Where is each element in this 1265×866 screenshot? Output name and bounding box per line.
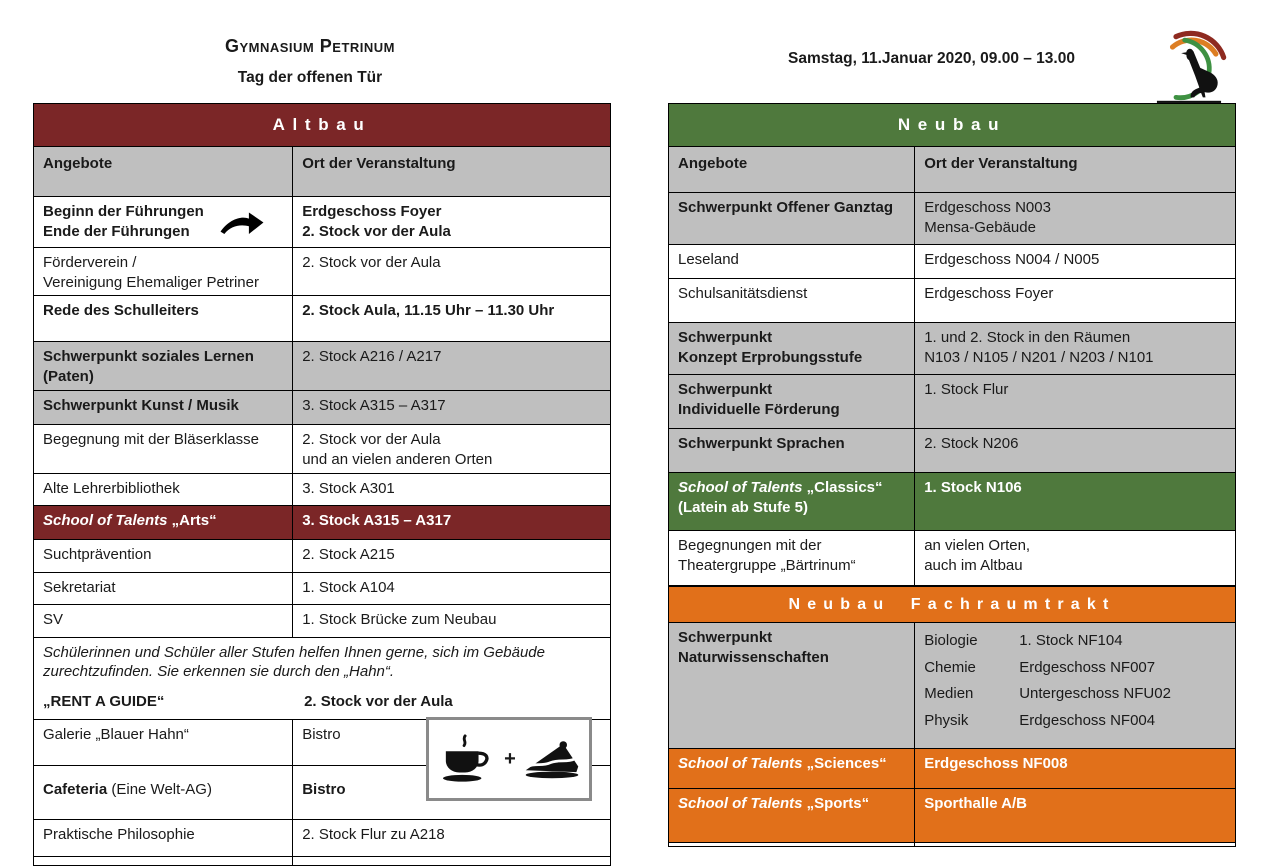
column-location: Ort der Veranstaltung bbox=[924, 155, 1078, 172]
row-label: Schulsanitätsdienst bbox=[678, 285, 808, 302]
table-row-school-of-talents-classics bbox=[669, 473, 1235, 531]
table-row-offener-ganztag bbox=[669, 193, 1235, 245]
row-label: (Latein ab Stufe 5) bbox=[678, 498, 809, 516]
row-label: School of Talents bbox=[678, 795, 803, 812]
row-location: Sporthalle A/B bbox=[924, 795, 1027, 812]
row-label: „Sciences“ bbox=[802, 755, 887, 772]
row-label: Vereinigung Ehemaliger Petriner bbox=[43, 273, 259, 291]
column-location: Ort der Veranstaltung bbox=[302, 155, 456, 172]
row-location: 2. Stock A215 bbox=[302, 545, 395, 563]
table-row-sekretariat bbox=[34, 573, 610, 605]
table-row-blaeserklasse bbox=[34, 425, 610, 474]
row-label: Förderverein / bbox=[43, 253, 137, 271]
guide-note: Schülerinnen und Schüler aller Stufen helfen Ihnen gerne, sich im Gebäude zurechtzufinden. Sie erkennen sie durch den „Hahn“. bbox=[43, 643, 545, 681]
row-label: Schwerpunkt Offener Ganztag bbox=[678, 199, 894, 216]
row-label: Rede des Schulleiters bbox=[43, 302, 199, 320]
subject-location: Erdgeschoss NF007 bbox=[1019, 658, 1156, 676]
subject-name: Biologie bbox=[924, 632, 978, 649]
row-label: Konzept Erprobungsstufe bbox=[678, 348, 863, 366]
row-label: Individuelle Förderung bbox=[678, 400, 840, 418]
row-label: Schwerpunkt Kunst / Musik bbox=[43, 396, 239, 414]
row-label: Schwerpunkt bbox=[678, 629, 773, 646]
row-location: Erdgeschoss Foyer bbox=[924, 285, 1054, 302]
row-label: Schwerpunkt bbox=[678, 381, 773, 398]
row-location: auch im Altbau bbox=[924, 556, 1023, 574]
table-row-school-of-talents-arts bbox=[34, 506, 610, 540]
row-label: Galerie „Blauer Hahn“ bbox=[43, 725, 189, 743]
subject-name: Medien bbox=[924, 685, 974, 703]
row-label: Theatergruppe „Bärtrinum“ bbox=[678, 556, 856, 574]
table-row-kunst-musik bbox=[34, 391, 610, 425]
subject-name: Physik bbox=[924, 712, 969, 730]
event-title: Tag der offenen Tür bbox=[237, 69, 383, 86]
row-label: Leseland bbox=[678, 251, 739, 268]
altbau-title-band: Altbau bbox=[34, 104, 610, 147]
table-row-individuelle-foerderung bbox=[669, 375, 1235, 429]
altbau-table bbox=[33, 103, 611, 866]
coffee-and-cake-image bbox=[426, 717, 592, 801]
column-offer: Angebote bbox=[669, 147, 915, 192]
row-location: Bistro bbox=[302, 725, 341, 743]
table-row-fuehrungen bbox=[34, 197, 610, 248]
row-location: N103 / N105 / N201 / N203 / N101 bbox=[924, 348, 1154, 366]
table-row-cutoff bbox=[34, 857, 610, 865]
row-label: Schwerpunkt bbox=[678, 329, 773, 346]
row-label: „Arts“ bbox=[167, 511, 217, 529]
row-location: Bistro bbox=[302, 780, 346, 798]
row-label: Begegnung mit der Bläserklasse bbox=[43, 430, 259, 448]
row-label: (Paten) bbox=[43, 368, 94, 386]
rent-a-guide-label: „RENT A GUIDE“ bbox=[43, 693, 165, 711]
rent-a-guide-location: 2. Stock vor der Aula bbox=[304, 693, 453, 711]
row-label: Schwerpunkt Sprachen bbox=[678, 435, 845, 452]
row-location: 2. Stock A216 / A217 bbox=[302, 348, 442, 366]
table-row-rent-a-guide bbox=[34, 638, 610, 720]
row-location: Erdgeschoss Foyer bbox=[302, 203, 442, 220]
neubau-table bbox=[668, 103, 1236, 847]
subject-location: 1. Stock NF104 bbox=[1019, 632, 1123, 649]
row-label: Cafeteria bbox=[43, 780, 108, 798]
row-location: Mensa-Gebäude bbox=[924, 218, 1036, 236]
row-label: School of Talents bbox=[678, 479, 803, 496]
row-label: Sekretariat bbox=[43, 578, 116, 596]
row-location: 1. Stock Flur bbox=[924, 381, 1009, 398]
neubau-column-header bbox=[669, 147, 1235, 193]
table-row-lehrerbibliothek bbox=[34, 474, 610, 506]
cake-slice-icon bbox=[522, 738, 582, 780]
row-label: Alte Lehrerbibliothek bbox=[43, 479, 180, 497]
rooster-logo-icon bbox=[1146, 28, 1232, 106]
row-label: School of Talents bbox=[678, 755, 803, 772]
row-location: 1. Stock A104 bbox=[302, 578, 395, 596]
subject-name: Chemie bbox=[924, 658, 976, 676]
table-row-sv bbox=[34, 605, 610, 638]
table-row-leseland bbox=[669, 245, 1235, 279]
row-label: SV bbox=[43, 610, 64, 628]
row-location: Erdgeschoss NF008 bbox=[924, 755, 1068, 772]
row-location: 1. Stock Brücke zum Neubau bbox=[302, 610, 497, 628]
row-location: Erdgeschoss N003 bbox=[924, 199, 1051, 216]
table-row-praktische-philosophie bbox=[34, 820, 610, 857]
row-location: 1. Stock N106 bbox=[924, 479, 1022, 496]
row-location: 2. Stock Flur zu A218 bbox=[302, 825, 445, 843]
table-row-foerderverein bbox=[34, 248, 610, 297]
coffee-cup-icon bbox=[436, 734, 498, 784]
school-name: Gymnasium Petrinum bbox=[224, 36, 395, 56]
school-logo bbox=[1146, 28, 1232, 106]
table-row-naturwissenschaften bbox=[669, 623, 1235, 749]
table-row-school-of-talents-sciences bbox=[669, 749, 1235, 789]
row-location: 2. Stock vor der Aula bbox=[302, 253, 441, 271]
row-location: 2. Stock Aula, 11.15 Uhr – 11.30 Uhr bbox=[302, 302, 555, 320]
row-location: an vielen Orten, bbox=[924, 537, 1031, 554]
table-row-rede bbox=[34, 296, 610, 342]
table-row-school-of-talents-sports bbox=[669, 789, 1235, 843]
row-location: 2. Stock vor der Aula bbox=[302, 222, 451, 240]
table-row-erprobungsstufe bbox=[669, 323, 1235, 375]
row-label: (Eine Welt-AG) bbox=[107, 780, 212, 798]
row-location: Erdgeschoss N004 / N005 bbox=[924, 251, 1100, 268]
row-label: Naturwissenschaften bbox=[678, 648, 829, 666]
table-row-soziales-lernen bbox=[34, 342, 610, 391]
row-location: 3. Stock A301 bbox=[302, 479, 395, 497]
row-label: „Classics“ bbox=[802, 479, 883, 496]
row-label: Suchtprävention bbox=[43, 545, 152, 563]
table-row-suchtpraevention bbox=[34, 540, 610, 573]
row-label: Schwerpunkt soziales Lernen bbox=[43, 348, 254, 366]
table-row-sprachen bbox=[669, 429, 1235, 473]
row-label: Ende der Führungen bbox=[43, 222, 190, 240]
plus-sign: + bbox=[504, 747, 516, 770]
row-location: 2. Stock N206 bbox=[924, 435, 1019, 452]
table-row-schulsanitaetsdienst bbox=[669, 279, 1235, 323]
row-label: Praktische Philosophie bbox=[43, 825, 195, 843]
row-label: Beginn der Führungen bbox=[43, 203, 204, 220]
row-location: 3. Stock A315 – A317 bbox=[302, 396, 446, 414]
row-label: „Sports“ bbox=[802, 795, 870, 812]
row-location: 2. Stock vor der Aula bbox=[302, 430, 441, 448]
altbau-column-header bbox=[34, 147, 610, 197]
right-arrow-icon bbox=[219, 210, 265, 244]
event-datetime: Samstag, 11.Januar 2020, 09.00 – 13.00 bbox=[788, 50, 1075, 67]
row-location: 1. und 2. Stock in den Räumen bbox=[924, 329, 1131, 346]
row-location: und an vielen anderen Orten bbox=[302, 450, 493, 468]
subject-location: Untergeschoss NFU02 bbox=[1019, 685, 1171, 703]
row-location: 3. Stock A315 – A317 bbox=[302, 511, 452, 529]
subject-location: Erdgeschoss NF004 bbox=[1019, 712, 1156, 730]
row-label: School of Talents bbox=[43, 511, 168, 529]
table-row-theatergruppe bbox=[669, 531, 1235, 586]
row-label: Begegnungen mit der bbox=[678, 537, 822, 554]
column-offer: Angebote bbox=[34, 147, 293, 196]
neubau-title-band: Neubau bbox=[669, 104, 1235, 147]
fachraumtrakt-title-band: Neubau Fachraumtrakt bbox=[669, 586, 1235, 623]
table-row-cutoff bbox=[669, 843, 1235, 846]
